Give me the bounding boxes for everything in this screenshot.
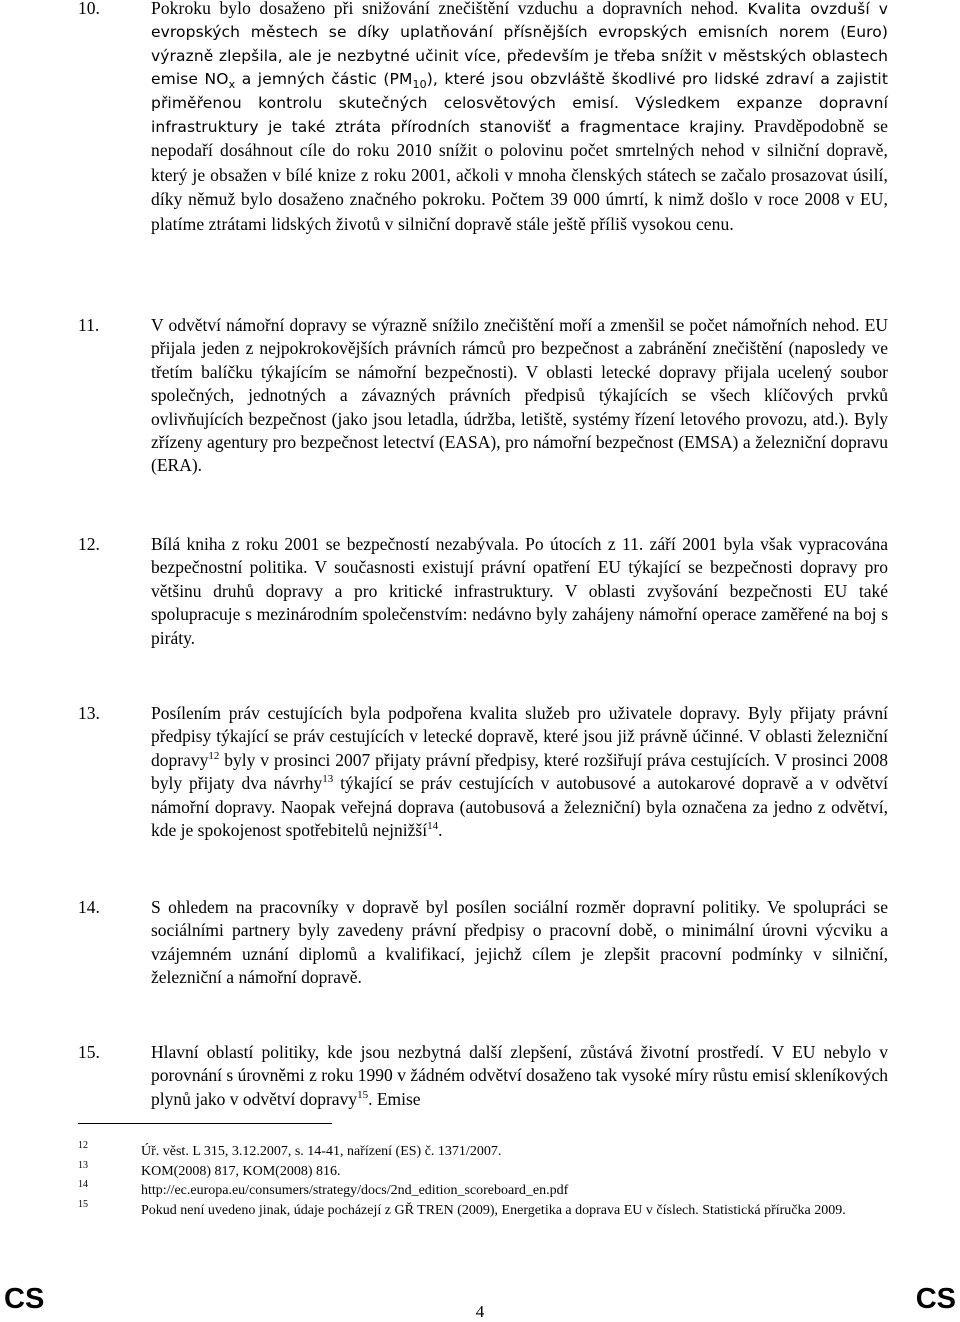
subscript: 10 [412,78,427,92]
paragraph-number: 12. [78,534,100,554]
footnote-text: Úř. věst. L 315, 3.12.2007, s. 14-41, nařízení (ES) č. 1371/2007. [141,1144,502,1159]
footnote-ref-15[interactable]: 15 [357,1088,369,1101]
footnote-12 [78,1142,898,1162]
paragraph-11 [78,314,888,478]
footnote-number: 12 [78,1140,88,1151]
footnote-ref-12[interactable]: 12 [208,749,220,762]
footnote-link[interactable]: http://ec.europa.eu/consumers/strategy/docs/2nd_edition_scoreboard_en.pdf [141,1183,569,1199]
footnote-text: Pokud není uvedeno jinak, údaje pocházejí z GŘ TREN (2009), Energetika a doprava EU v číslech. Statistická příručka 2009. [141,1202,846,1218]
paragraph-body: V odvětví námořní dopravy se výrazně snížilo znečištění moří a zmenšil se počet námořních nehod. EU přijala jeden z nejpokrokovějších právních rámců pro bezpečnost a zabránění znečištění (naposledy ve třetím balíčku týkajícím se námořní bezpečnosti). V oblasti letecké dopravy přijala ucelený soubor společných, jednotných a závazných právních předpisů týkajících se všech klíčových prvků ovlivňujících bezpečnost (jako jsou letadla, údržba, letiště, systémy řízení letového provozu, atd.). Byly zřízeny agentury pro bezpečnost letectví (EASA), pro námořní bezpečnost (EMSA) a železniční dopravu (ERA). [151,315,888,476]
paragraph-15 [78,1041,888,1111]
paragraph-number: 11. [78,315,100,335]
language-code-left: CS [4,1283,45,1315]
subscript: x [228,78,236,92]
language-code-right: CS [915,1283,956,1315]
paragraph-text: Hlavní oblastí politiky, kde jsou nezbytná další zlepšení, zůstává životní prostředí. V EU nebylo v porovnání s úrovněmi z roku 1990 v žádném odvětví dosaženo tak vysoké míry růstu emisí skleníkových plynů jako v odvětví dopravy [151,1042,888,1109]
paragraph-text: a jemných částic (PM [235,70,413,89]
footnotes [78,1142,898,1220]
footnote-15 [78,1198,898,1221]
footnote-separator [78,1123,332,1124]
paragraph-text: . Emise [368,1088,421,1109]
footnote-number: 13 [78,1159,88,1171]
footnote-number: 15 [78,1198,88,1210]
footnote-ref-14[interactable]: 14 [427,820,439,833]
paragraph-number: 15. [78,1042,100,1062]
footnote-ref-13[interactable]: 13 [322,773,334,786]
paragraph-text: Pravděpodobně se nepodaří dosáhnout cíle do roku 2010 snížit o polovinu počet smrtelných nehod v silniční dopravě, který je obsažen v bílé knize z roku 2001, ačkoli v mnoha členských státech se začalo prosazovat úsilí, díky němuž bylo dosaženo značného pokroku. Počtem 39 000 úmrtí, k nimž došlo v roce 2008 v EU, platíme ztrátami lidských životů v silniční dopravě stále ještě příliš vysokou cenu. [151,116,889,234]
paragraph-text: . [438,820,443,841]
paragraph-text: ), které jsou obzvláště škodlivé pro lidské zdraví a zajistit přiměřenou kontrolu skutečných celosvětových emisí. Výsledkem expanze dopravní infrastruktury je také ztráta přírodních stanovišť a fragmentace krajiny. [151,70,889,137]
paragraph-body: S ohledem na pracovníky v dopravě byl posílen sociální rozměr dopravní politiky. Ve spolupráci se sociálními partnery byly zavedeny právní předpisy o pracovní době, o minimální úrovni výcviku a vzájemném uznání diplomů a kvalifikací, jejichž cílem je zlepšit pracovní podmínky v silniční, železniční a námořní dopravě. [151,897,888,988]
paragraph-body [151,0,888,237]
page-number: 4 [475,1302,485,1321]
footnote-13 [78,1159,898,1182]
paragraph-number: 13. [78,703,100,723]
paragraph-10 [78,0,888,237]
footnote-14 [78,1181,898,1201]
paragraph-lead: Pokroku bylo dosaženo při snižování znečištění vzduchu a dopravních nehod. [151,0,739,18]
paragraph-text: týkající se práv cestujících v autobusové a autokarové dopravě a v odvětví námořní dopravy. Naopak veřejná doprava (autobusová a železniční) byla označena za jedno z odvětví, kde je spokojenost spotřebitelů nejnižší [151,773,888,841]
paragraph-text: Posílením práv cestujících byla podpořena kvalita služeb pro uživatele dopravy. Byly přijaty právní předpisy týkající se práv cestujících v letecké dopravě, které jsou již právně účinné. V oblasti železniční dopravy [151,703,888,770]
paragraph-text: byly v prosinci 2007 přijaty právní předpisy, které rozšiřují práva cestujících. V prosinci 2008 byly přijaty dva návrhy [151,749,888,794]
paragraph-12 [78,533,888,650]
footnote-text: KOM(2008) 817, KOM(2008) 816. [141,1163,341,1179]
paragraph-14 [78,896,888,990]
paragraph-body [151,1041,888,1111]
paragraph-13 [78,702,888,842]
paragraph-number: 14. [78,897,100,917]
paragraph-body: Bílá kniha z roku 2001 se bezpečností nezabývala. Po útocích z 11. září 2001 byla však vypracována bezpečnostní politika. V současnosti existují právní opatření EU týkající se bezpečnosti dopravy pro většinu druhů dopravy a pro kritické infrastruktury. V oblasti zvyšování bezpečnosti EU také spolupracuje s mezinárodním společenstvím: nedávno byly zahájeny námořní operace zaměřené na boj s piráty. [151,534,888,648]
paragraph-number: 10. [78,0,100,18]
paragraph-text: Kvalita ovzduší v evropských městech se díky uplatňování přísnějších evropských emisních norem (Euro) výrazně zlepšila, ale je nezbytné učinit více, především je třeba snížit v městských oblastech emise NO [151,0,889,89]
paragraph-body [151,702,888,842]
footnote-number: 14 [78,1179,88,1191]
